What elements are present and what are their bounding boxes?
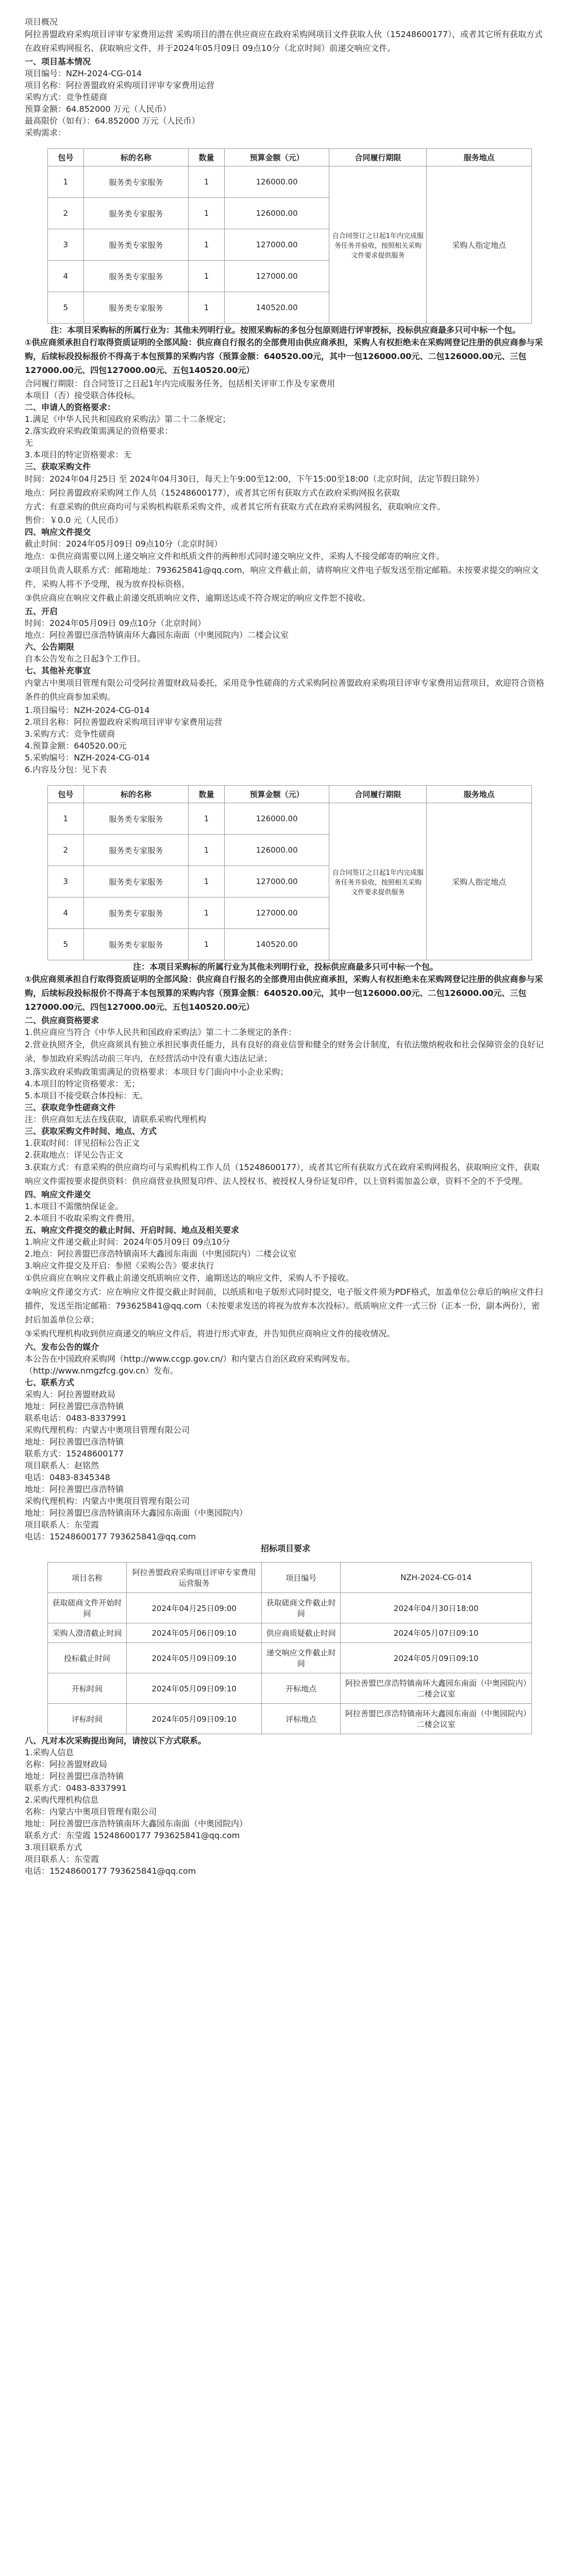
table-cell: 获取磋商文件截止时间 [262,1593,341,1623]
s8-line: 4.本项目的特定资格要求：无； [25,1079,140,1089]
s7-line: 6.内容及分包：见下表 [25,765,107,774]
s15-line: 联系方式：东莹霞 15248600177 793625841@qq.com [25,1831,240,1840]
s15-line: 1.采购人信息 [25,1748,74,1757]
s3-line: 时间：2024年04月25日 至 2024年04月30日，每天上午9:00至12:00，下午15:00至18:00（北京时间，法定节假日除外） [25,474,484,484]
table-cell: 2 [48,835,84,866]
s14-line: 地址：阿拉善盟巴彦浩特镇 [25,1437,124,1447]
table-cell: 评标地点 [262,1704,341,1734]
s5-line: 地点：阿拉善盟巴彦浩特镇南环大鑫园东南面（中奥园院内）二楼会议室 [25,630,289,640]
s7-line: 3.采购方式：竞争性磋商 [25,729,115,739]
section-title-2: 二、申请人的资格要求： [25,402,116,412]
s12-line: ③采购代理机构收到供应商递交的响应文件后，将进行形式审查，并告知供应商响应文件的接收情况。 [25,1329,395,1338]
s5-line: 时间：2024年05月09日 09点10分（北京时间） [25,618,206,628]
s14-line: 采购代理机构：内蒙古中奥项目管理有限公司 [25,1496,190,1506]
s1-more-line: 合同履行期限：自合同签订之日起1年内完成服务任务，包括相关评审工作及专家费用 [25,379,335,388]
table-cell: 开标地点 [262,1673,341,1704]
s14-line: 采购代理机构：内蒙古中奥项目管理有限公司 [25,1425,190,1435]
col-header: 预算金额（元） [224,149,329,166]
section-title-9: 三、获取竞争性磋商文件 [25,1103,116,1112]
table-cell: 2024年05月09日09:10 [341,1643,532,1673]
table-cell: 服务类专家服务 [83,803,189,835]
section-title-5: 五、开启 [25,606,58,616]
s14-line: 地址：阿拉善盟巴彦浩特镇南环大鑫园东南面（中奥园院内） [25,1508,248,1518]
table-cell: 阿拉善盟政府采购项目评审专家费用运营服务 [127,1563,262,1593]
s6-line: 自本公告发布之日起3个工作日。 [25,654,146,664]
s13-line: （http://www.nmgzfcg.gov.cn）发布。 [25,1366,179,1376]
table-cell: 126000.00 [224,803,329,835]
table-cell: 2024年04月25日09:00 [127,1593,262,1623]
table-cell: 4 [48,261,84,292]
table-cell: 服务类专家服务 [83,292,189,324]
table-cell: 供应商质疑截止时间 [262,1623,341,1643]
s8-line: 1.供应商应当符合《中华人民共和国政府采购法》第二十二条规定的条件： [25,1027,297,1037]
section-title-13: 六、发布公告的媒介 [25,1342,99,1352]
s1-line: 项目编号：NZH-2024-CG-014 [25,69,142,78]
note-bold: 注：本项目采购标的所属行业为：其他未列明行业。按照采购标的多包分包原则进行评审授标，投标供应商最多只可中标一个包。 [50,325,520,335]
col-header: 预算金额（元） [224,786,329,803]
col-header: 包号 [48,786,84,803]
doc-top-title: 项目概况 [25,17,58,27]
table-cell: 1 [189,929,225,960]
table-cell: 服务类专家服务 [83,929,189,960]
table-cell: 126000.00 [224,835,329,866]
table-cell: 1 [189,229,225,261]
s15-line: 地址：阿拉善盟巴彦浩特镇南环大鑫园东南面（中奥园院内） [25,1819,248,1828]
s14-line: 地址：阿拉善盟巴彦浩特镇 [25,1484,124,1494]
s7-line: 2.项目名称：阿拉善盟政府采购项目评审专家费用运营 [25,717,223,727]
s12-line: 2.地点：阿拉善盟巴彦浩特镇南环大鑫园东南面（中奥园院内）二楼会议室 [25,1249,297,1259]
table-cell: 1 [48,166,84,198]
col-header: 合同履行期限 [329,149,427,166]
section-title-12: 五、响应文件提交的截止时间、开启时间、地点及相关要求 [25,1225,240,1235]
table-cell: 1 [189,803,225,835]
table-cell: 1 [189,198,225,229]
s1-line: 采购方式：竞争性磋商 [25,92,108,102]
s15-line: 3.项目联系方式 [25,1842,82,1852]
table-cell: 服务类专家服务 [83,261,189,292]
s14-line: 项目联系人：赵铭然 [25,1461,99,1470]
document [25,15,546,1876]
table-row [48,1643,532,1673]
table-cell: 投标截止时间 [48,1643,127,1673]
s14-line: 电话：0483-8345348 [25,1472,110,1482]
table-cell: 2024年04月30日18:00 [341,1593,532,1623]
table-row [48,1673,532,1704]
table-cell: 服务类专家服务 [83,166,189,198]
s9-note: 注：供应商如无法在线获取，请联系采购代理机构 [25,1114,207,1124]
s15-line: 2.采购代理机构信息 [25,1795,99,1805]
col-header: 服务地点 [427,149,532,166]
s4-line: ②项目负责人联系方式：邮箱地址：793625841@qq.com，响应文件截止前，请将响应文件电子版发送至指定邮箱。未按要求提交的响应文件，采购人将不予受理，视为放弃投标资格。 [25,565,539,589]
table-cell: 2 [48,198,84,229]
package-table-2 [47,785,532,960]
table-header-row [48,786,532,803]
s10-line: 1.获取时间：详见招标公告正文 [25,1138,140,1148]
col-header: 合同履行期限 [329,786,427,803]
s1-line: 项目名称：阿拉善盟政府采购项目评审专家费用运营 [25,80,215,90]
s15-line: 地址：阿拉善盟巴彦浩特镇 [25,1771,124,1781]
s15-line: 项目联系人：东莹霞 [25,1854,99,1864]
table-cell: 127000.00 [224,229,329,261]
col-header: 数量 [189,149,225,166]
table-cell: 127000.00 [224,866,329,897]
table-cell: 1 [48,803,84,835]
contract-period-cell: 自合同签订之日起1年内完成服务任务并验收，按照相关采购文件要求提供服务 [329,803,427,960]
s15-line: 名称：内蒙古中奥项目管理有限公司 [25,1807,157,1817]
s12-line: ②响应文件递交方式：应在响应文件提交截止时间前，以纸质和电子版形式同时提交，电子版文件须为PDF格式，加盖单位公章后的响应文件扫描件，发送至指定邮箱：793625841@qq.com（未按要求发送的将视为放弃本次投标）。纸质响应文件一式三份（正本一份，副本两份），密封后加盖单位公章； [25,1287,543,1325]
col-header: 标的名称 [83,149,189,166]
s12-line: 1.响应文件递交截止时间：2024年05月09日 09点10分 [25,1237,230,1247]
s11-line: 2.本项目不收取采购文件费用。 [25,1213,140,1223]
table-cell: 评标时间 [48,1704,127,1734]
table-cell: 1 [189,897,225,929]
table-row [48,1593,532,1623]
s12-line: 3.响应文件提交及开启：参照《采购公告》要求执行 [25,1261,214,1270]
table-cell: 2024年05月09日09:10 [127,1643,262,1673]
section-title-3: 三、获取采购文件 [25,462,91,471]
table-cell: 2024年05月07日09:10 [341,1623,532,1643]
note-bold: 注：本项目采购标的所属行业为其他未列明行业，投标供应商最多只可中标一个包。 [132,962,438,972]
s12-line: ①供应商应在响应文件截止前递交纸质响应文件，逾期送达的响应文件，采购人不予接收。 [25,1273,354,1283]
s15-line: 联系方式：0483-8337991 [25,1783,127,1793]
s3-line: 方式：有意采购的供应商均可与采购机构联系采购文件，或者其它所有获取方式在政府采购网报名，获取响应文件。 [25,502,446,512]
s14-line: 联系方式：15248600177 [25,1449,124,1459]
col-header: 数量 [189,786,225,803]
section-title-4: 四、响应文件提交 [25,527,91,537]
table-cell: 阿拉善盟巴彦浩特镇南环大鑫园东南面（中奥园院内）二楼会议室 [341,1704,532,1734]
table-cell: 2024年05月09日09:10 [127,1704,262,1734]
s7-intro: 内蒙古中奥项目管理有限公司受阿拉善盟财政局委托，采用竞争性磋商的方式采购阿拉善盟政府采购项目评审专家费用运营项目，欢迎符合资格条件的供应商参加采购。 [25,678,545,702]
s14-line: 地址：阿拉善盟巴彦浩特镇 [25,1401,124,1411]
s1-line: 预算金额：64.852000 万元（人民币） [25,104,171,114]
table-cell: 1 [189,261,225,292]
table-cell: 服务类专家服务 [83,229,189,261]
s7-line: 4.预算金额：640520.00元 [25,741,127,751]
section-title-8: 二、供应商资格要求 [25,1015,99,1025]
s13-line: 本公告在中国政府采购网（http://www.ccgp.gov.cn/）和内蒙古自治区政府采购网发布。 [25,1354,355,1364]
schedule-table [47,1562,532,1734]
s15-line: 名称：阿拉善盟财政局 [25,1759,108,1769]
s8-line: 2.营业执照齐全，供应商须具有独立承担民事责任能力，具有良好的商业信誉和健全的财务会计制度，有依法缴纳税收和社会保障资金的良好记录，参加政府采购活动前三年内，在经营活动中没有重大违法记录； [25,1040,544,1063]
s3-line: 地点：阿拉善盟政府采购网工作人员（15248600177），或者其它所有获取方式在政府采购网报名获取 [25,488,400,498]
s11-line: 1.本项目不需缴纳保证金。 [25,1201,124,1211]
table-cell: 126000.00 [224,166,329,198]
s4-line: ③供应商应在响应文件截止前递交纸质响应文件，逾期送达或不符合规定的响应文件恕不接收。 [25,593,371,603]
section-title-14: 七、联系方式 [25,1378,75,1387]
table-cell: 127000.00 [224,261,329,292]
table-cell: 项目名称 [48,1563,127,1593]
package-table-1 [47,148,532,324]
table-cell: 1 [189,292,225,324]
table-cell: 3 [48,229,84,261]
table3-title: 招标项目要求 [260,1544,310,1553]
s2-line: 无 [25,438,33,448]
section-title-11: 四、响应文件递交 [25,1190,91,1199]
note-bold-paragraph: ①供应商须承担自行取得资质证明的全部风险：供应商自行报名的全部费用由供应商承担，采购人有权拒绝未在采购网登记注册的供应商参与采购，后续标段投标报价不得高于本包预算的采购内容（预算金额：640520.00元，其中一包126000.00元、二包126000.00元、三包127000.00元、四包127000.00元、五包140520.00元） [25,337,543,375]
table-cell: 1 [189,835,225,866]
table-cell: 127000.00 [224,897,329,929]
s8-line: 3.落实政府采购政策需满足的资格要求：本项目专门面向中小企业采购； [25,1067,289,1077]
table-cell: 2024年05月06日09:10 [127,1623,262,1643]
section-title-7: 七、其他补充事宜 [25,666,91,675]
table-cell: 5 [48,292,84,324]
table-row [48,1563,532,1593]
table-header-row [48,149,532,166]
table-cell: 140520.00 [224,292,329,324]
table-cell: 开标时间 [48,1673,127,1704]
table-row [48,166,532,198]
table-row [48,803,532,835]
s8-line: 5.本项目不接受联合体投标：无。 [25,1091,148,1100]
s7-line: 1.项目编号：NZH-2024-CG-014 [25,705,150,715]
table-cell: 4 [48,897,84,929]
s14-line: 采购人：阿拉善盟财政局 [25,1389,116,1399]
service-place-cell: 采购人指定地点 [427,803,532,960]
s2-line: 3.本项目的特定资格要求：无 [25,450,132,460]
table-cell: 采购人澄清截止时间 [48,1623,127,1643]
table-cell: 服务类专家服务 [83,897,189,929]
section-title-10: 三、获取采购文件时间、地点、方式 [25,1126,157,1136]
section-title-1: 一、项目基本情况 [25,57,91,66]
table-row [48,1623,532,1643]
section-title-6: 六、公告期限 [25,642,75,652]
table-cell: 140520.00 [224,929,329,960]
s7-line: 5.采购编号：NZH-2024-CG-014 [25,753,150,762]
table-cell: 服务类专家服务 [83,835,189,866]
s10-line: 3.获取方式：有意采购的供应商均可与采购机构工作人员（15248600177），或者其它所有获取方式在政府采购网报名，获取响应文件，获取响应文件需按要求提供资料：供应商营业执照复印件、法人授权书、被授权人身份证复印件，以上资料需加盖公章，资料不全的不予受理。 [25,1162,540,1186]
table-cell: 3 [48,866,84,897]
s4-line: 地点：①供应商需要以网上递交响应文件和纸质文件的两种形式同时递交响应文件，采购人不接受邮寄的响应文件。 [25,551,445,561]
table-cell: 获取磋商文件开始时间 [48,1593,127,1623]
s3-line: 售价：￥0.0 元（人民币） [25,515,123,525]
table-cell: 递交响应文件截止时间 [262,1643,341,1673]
table-cell: 1 [189,166,225,198]
s2-line: 1.满足《中华人民共和国政府采购法》第二十二条规定； [25,414,231,424]
table-cell: 2024年05月09日09:10 [127,1673,262,1704]
col-header: 包号 [48,149,84,166]
table-cell: 5 [48,929,84,960]
section-title-15: 八、凡对本次采购提出询问，请按以下方式联系。 [25,1736,207,1745]
table-cell: NZH-2024-CG-014 [341,1563,532,1593]
intro-paragraph: 阿拉善盟政府采购项目评审专家费用运营 采购项目的潜在供应商应在政府采购网项目文件获取人伙（15248600177），或者其它所有获取方式在政府采购网报名、获取响应文件，并于2024年05月09日 09点10分（北京时间）前递交响应文件。 [25,29,543,53]
table-cell: 服务类专家服务 [83,198,189,229]
s1-more-line: 本项目（否）接受联合体投标。 [25,391,141,400]
contract-period-cell: 自合同签订之日起1年内完成服务任务并验收，按照相关采购文件要求提供服务 [329,166,427,324]
s14-line: 联系电话：0483-8337991 [25,1413,127,1423]
s2-line: 2.落实政府采购政策需满足的资格要求： [25,426,173,436]
s15-line: 电话：15248600177 793625841@qq.com [25,1866,196,1876]
s1-line: 采购需求： [25,128,66,138]
table-cell: 项目编号 [262,1563,341,1593]
s10-line: 2.获取地点：详见公告正文 [25,1150,124,1160]
s14-line: 电话：15248600177 793625841@qq.com [25,1532,196,1541]
table-cell: 1 [189,866,225,897]
s4-line: 截止时间：2024年05月09日 09点10分（北京时间） [25,539,223,549]
table-cell: 服务类专家服务 [83,866,189,897]
table-row [48,1704,532,1734]
col-header: 服务地点 [427,786,532,803]
s14-line: 项目联系人：东莹霞 [25,1520,99,1530]
note-bold-paragraph: ①供应商须承担自行取得资质证明的全部风险：供应商自行报名的全部费用由供应商承担，采购人有权拒绝未在采购网登记注册的供应商参与采购，后续标段投标报价不得高于本包预算的采购内容（预算金额：640520.00元，其中一包126000.00元、二包126000.00元、三包127000.00元、四包127000.00元、五包140520.00元） [25,974,543,1012]
table-cell: 阿拉善盟巴彦浩特镇南环大鑫园东南面（中奥园院内）二楼会议室 [341,1673,532,1704]
col-header: 标的名称 [83,786,189,803]
table-cell: 126000.00 [224,198,329,229]
service-place-cell: 采购人指定地点 [427,166,532,324]
s1-line: 最高限价（如有）：64.852000 万元（人民币） [25,116,200,126]
